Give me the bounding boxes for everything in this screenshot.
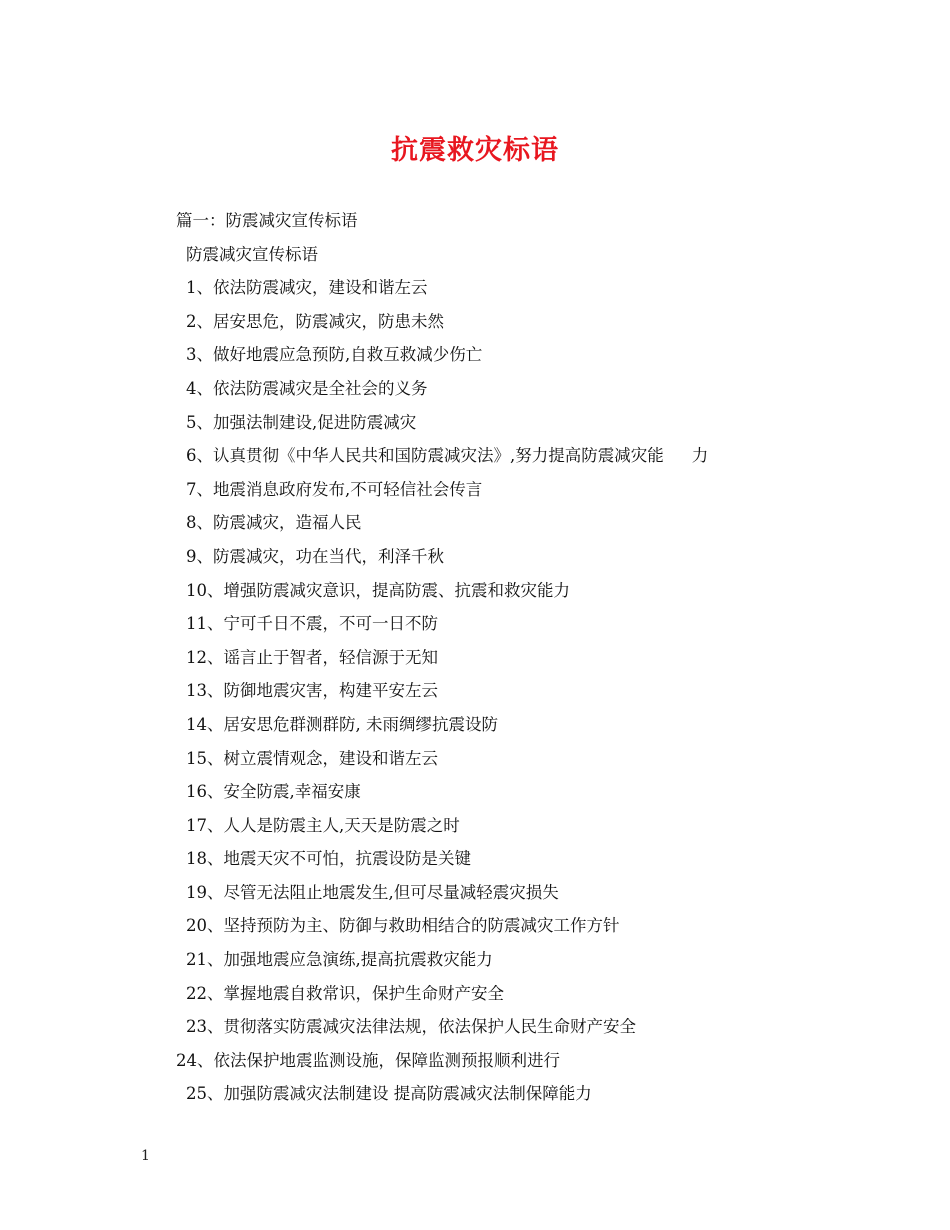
slogan-item: 10、增强防震减灾意识，提高防震、抗震和救灾能力 — [186, 580, 570, 600]
page-number: 1 — [141, 1148, 150, 1164]
slogan-item: 15、树立震情观念，建设和谐左云 — [186, 748, 438, 768]
slogan-item: 12、谣言止于智者，轻信源于无知 — [186, 647, 438, 667]
slogan-item: 7、地震消息政府发布,不可轻信社会传言 — [186, 479, 483, 499]
slogan-item: 4、依法防震减灾是全社会的义务 — [186, 378, 428, 398]
slogan-item: 17、人人是防震主人,天天是防震之时 — [186, 815, 460, 835]
slogan-item: 3、做好地震应急预防,自救互救减少伤亡 — [186, 345, 483, 365]
slogan-item: 25、加强防震减灾法制建设 提高防震减灾法制保障能力 — [186, 1084, 592, 1104]
slogan-item-6 — [176, 439, 876, 473]
slogan-item: 14、居安思危群测群防, 未雨绸缪抗震设防 — [186, 714, 498, 734]
slogan-item: 8、防震减灾，造福人民 — [186, 513, 362, 533]
slogan-item: 1、依法防震减灾，建设和谐左云 — [186, 278, 428, 298]
slogan-item-6-tail: 力 — [691, 446, 709, 466]
slogan-item: 20、坚持预防为主、防御与救助相结合的防震减灾工作方针 — [186, 916, 620, 936]
slogan-item: 11、宁可千日不震，不可一日不防 — [186, 614, 438, 634]
slogan-item: 2、居安思危，防震减灾，防患未然 — [186, 311, 444, 331]
document-body — [176, 204, 876, 1111]
document-title: 抗震救灾标语 — [391, 135, 559, 166]
slogan-item-6-text: 6、认真贯彻《中华人民共和国防震减灾法》,努力提高防震减灾能 — [186, 446, 664, 466]
slogan-item: 22、掌握地震自救常识，保护生命财产安全 — [186, 983, 504, 1003]
slogan-item: 16、安全防震,幸福安康 — [186, 782, 361, 802]
subheading: 防震减灾宣传标语 — [186, 244, 318, 264]
slogan-item: 13、防御地震灾害，构建平安左云 — [186, 681, 438, 701]
slogan-item: 24、依法保护地震监测设施，保障监测预报顺利进行 — [176, 1050, 560, 1070]
slogan-item: 18、地震天灾不可怕，抗震设防是关键 — [186, 849, 471, 869]
slogan-item: 5、加强法制建设,促进防震减灾 — [186, 412, 417, 432]
slogan-item: 19、尽管无法阻止地震发生,但可尽量减轻震灾损失 — [186, 882, 559, 902]
slogan-item: 21、加强地震应急演练,提高抗震救灾能力 — [186, 950, 493, 970]
slogan-item: 23、贯彻落实防震减灾法律法规，依法保护人民生命财产安全 — [186, 1017, 636, 1037]
slogan-item: 9、防震减灾，功在当代，利泽千秋 — [186, 546, 444, 566]
section-heading: 篇一：防震减灾宣传标语 — [176, 211, 358, 230]
